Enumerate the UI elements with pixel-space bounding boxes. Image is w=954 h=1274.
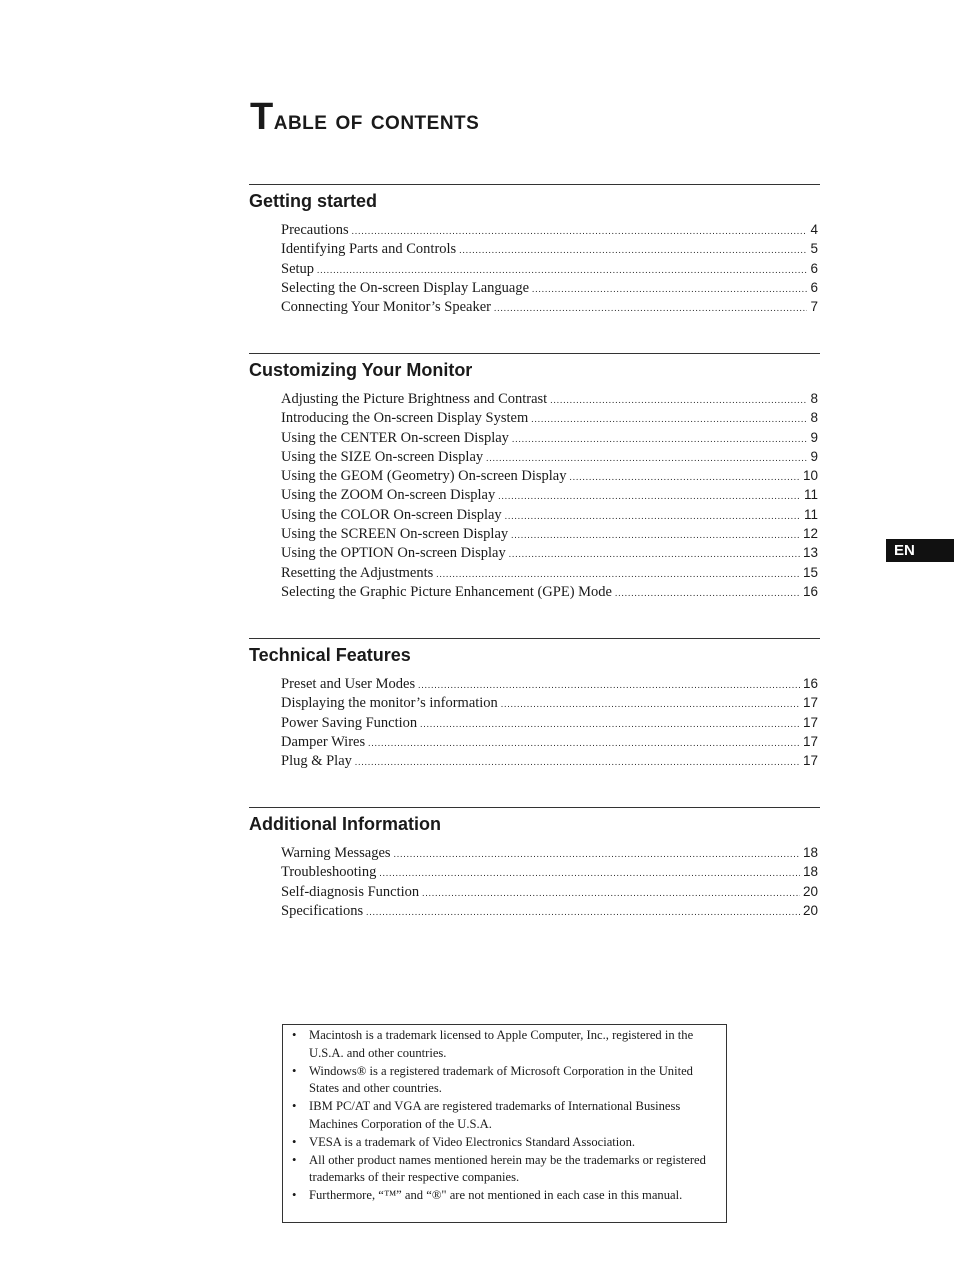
toc-entry-page: 13 [802,545,818,561]
toc-entry[interactable] [281,713,818,732]
leader-dots [355,753,800,772]
toc-entry[interactable] [281,751,818,770]
toc-entry[interactable] [281,297,818,316]
toc-entry-page: 18 [802,845,818,860]
toc-entry-page: 17 [802,753,818,769]
toc-entry[interactable] [281,862,818,881]
trademark-item: • All other product names mentioned herein may be the trademarks or registered trademarks of their respective companies. [289,1152,716,1188]
trademark-item: • Macintosh is a trademark licensed to Apple Computer, Inc., registered in the U.S.A. and other countries. [289,1027,716,1063]
toc-entry[interactable] [281,278,818,297]
page-title-initial: T [250,96,274,138]
section-technical-features [249,638,820,770]
toc-entry-title: Self-diagnosis Function [281,883,420,900]
toc-entry[interactable] [281,582,818,601]
trademark-list [289,1027,716,1205]
toc-entry-title: Using the GEOM (Geometry) On-screen Display [281,468,567,485]
toc-entry-title: Using the SIZE On-screen Display [281,448,484,465]
toc-entry-title: Connecting Your Monitor’s Speaker [281,299,491,316]
section-heading: Additional Information [249,814,441,834]
toc-entry-title: Precautions [281,222,349,238]
toc-entry-page: 4 [810,222,818,237]
toc-list [281,843,818,920]
toc-entry[interactable] [281,389,818,408]
toc-entry-page: 17 [802,733,818,749]
leader-dots [418,676,800,695]
toc-entry-title: Preset and User Modes [281,676,416,692]
leader-dots [615,584,800,603]
leader-dots [459,241,807,260]
toc-entry-page: 18 [802,864,818,880]
toc-entry-title: Damper Wires [281,733,366,750]
section-customizing-your-monitor [249,353,820,601]
toc-entry-title: Displaying the monitor’s information [281,695,498,712]
toc-entry-title: Troubleshooting [281,864,377,881]
leader-dots [422,884,800,903]
toc-entry[interactable] [281,693,818,712]
toc-entry-page: 9 [810,429,818,445]
leader-dots [368,734,800,753]
toc-entry[interactable] [281,674,818,693]
toc-entry-page: 11 [803,506,818,522]
leader-dots [436,565,800,584]
leader-dots [501,695,800,714]
toc-entry[interactable] [281,485,818,504]
toc-entry-page: 12 [802,526,818,542]
toc-entry[interactable] [281,524,818,543]
leader-dots [420,715,800,734]
page-title-rest: able of contents [273,105,480,135]
leader-dots [511,526,800,545]
toc-entry-title: Power Saving Function [281,714,418,731]
toc-entry-page: 16 [802,676,818,691]
toc-entry-title: Using the CENTER On-screen Display [281,429,509,446]
toc-entry-title: Identifying Parts and Controls [281,241,457,258]
toc-entry-title: Selecting the On-screen Display Language [281,279,530,296]
toc-entry-page: 9 [810,448,818,464]
trademark-item: • IBM PC/AT and VGA are registered trademarks of International Business Machines Corporation of the U.S.A. [289,1098,716,1134]
leader-dots [512,430,808,449]
toc-entry-title: Specifications [281,902,364,919]
leader-dots [317,261,807,280]
toc-entry-title: Warning Messages [281,845,391,861]
leader-dots [505,507,801,526]
page-title [250,92,479,145]
toc-entry[interactable] [281,505,818,524]
toc-entry-page: 5 [810,241,818,257]
toc-entry-page: 15 [802,564,818,580]
leader-dots [494,299,808,318]
section-heading: Technical Features [249,645,411,665]
toc-entry[interactable] [281,466,818,485]
toc-entry-title: Adjusting the Picture Brightness and Contrast [281,391,548,407]
toc-list [281,389,818,601]
toc-entry-title: Using the ZOOM On-screen Display [281,487,496,504]
toc-entry-page: 16 [802,583,818,599]
toc-entry-page: 20 [802,883,818,899]
toc-entry-page: 20 [802,902,818,918]
leader-dots [366,903,800,922]
trademark-item: • VESA is a trademark of Video Electronics Standard Association. [289,1134,716,1152]
trademark-item: • Windows® is a registered trademark of Microsoft Corporation in the United States and other countries. [289,1063,716,1099]
leader-dots [532,280,807,299]
toc-list [281,220,818,316]
language-tab-en: EN [886,539,954,562]
toc-entry-page: 7 [810,299,818,315]
section-heading: Customizing Your Monitor [249,360,473,380]
section-heading: Getting started [249,191,378,211]
leader-dots [498,487,801,506]
toc-entry[interactable] [281,259,818,278]
toc-entry[interactable] [281,428,818,447]
toc-entry-page: 6 [810,279,818,295]
toc-entry-page: 8 [810,410,818,426]
toc-entry[interactable] [281,563,818,582]
toc-entry[interactable] [281,447,818,466]
toc-entry-title: Selecting the Graphic Picture Enhancement (GPE) Mode [281,583,612,600]
toc-entry[interactable] [281,732,818,751]
toc-entry-title: Using the OPTION On-screen Display [281,545,506,562]
trademark-notice-box [282,1024,727,1223]
toc-entry[interactable] [281,408,818,427]
trademark-item: • Furthermore, “™” and “®" are not mentioned in each case in this manual. [289,1187,716,1205]
toc-entry-title: Setup [281,260,315,277]
toc-entry[interactable] [281,901,818,920]
toc-entry-title: Plug & Play [281,753,352,770]
leader-dots [486,449,807,468]
toc-entry-page: 17 [802,714,818,730]
section-additional-information [249,807,820,920]
leader-dots [394,845,800,864]
toc-entry[interactable] [281,220,818,239]
toc-entry-page: 17 [802,695,818,711]
leader-dots [550,391,807,410]
toc-entry-page: 6 [810,260,818,276]
toc-entry[interactable] [281,843,818,862]
toc-entry-page: 10 [802,468,818,484]
leader-dots [379,864,800,883]
leader-dots [352,222,808,241]
toc-entry[interactable] [281,882,818,901]
toc-list [281,674,818,770]
section-getting-started [249,184,820,316]
toc-entry-page: 11 [803,487,818,503]
toc-entry[interactable] [281,239,818,258]
toc-entry-page: 8 [810,391,818,406]
leader-dots [509,545,800,564]
toc-entry-title: Resetting the Adjustments [281,564,434,581]
toc-entry[interactable] [281,543,818,562]
leader-dots [531,410,807,429]
toc-entry-title: Using the COLOR On-screen Display [281,506,502,523]
leader-dots [570,468,800,487]
toc-entry-title: Introducing the On-screen Display System [281,410,529,427]
toc-entry-title: Using the SCREEN On-screen Display [281,526,509,543]
